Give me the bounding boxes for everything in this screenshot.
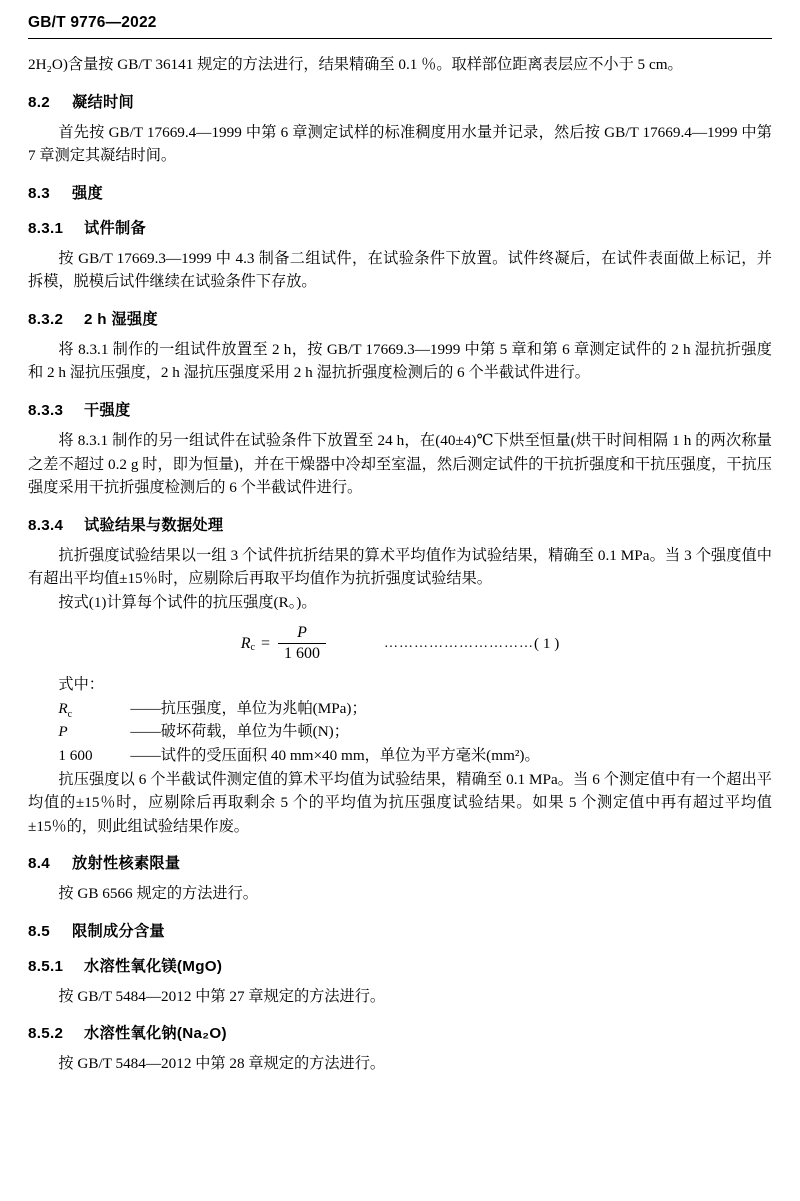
definition-text: ——试件的受压面积 40 mm×40 mm，单位为平方毫米(mm²)。 <box>130 747 540 764</box>
clause-number: 8.5.2 <box>28 1025 64 1043</box>
clause-heading-8-4 <box>28 852 772 873</box>
paragraph-8-3-4-1: 抗折强度试验结果以一组 3 个试件抗折结果的算术平均值作为试验结果，精确至 0.1 MPa。当 3 个强度值中有超出平均值±15％时，应剔除后再取平均值作为抗折强度试验结果。 <box>28 546 772 588</box>
paragraph-8-2-1: 首先按 GB/T 17669.4—1999 中第 6 章测定试样的标准稠度用水量并记录，然后按 GB/T 17669.4—1999 中第 7 章测定其凝结时间。 <box>28 123 772 165</box>
clause-number: 8.5 <box>28 922 51 940</box>
definition-symbol-text: 1 600 <box>58 747 93 764</box>
definition-text: ——破坏荷载，单位为牛顿(N)； <box>130 723 349 741</box>
clause-heading-8-2 <box>28 91 772 112</box>
paragraph-8-3-4-2: 按式(1)计算每个试件的抗压强度(R。)。 <box>58 593 317 611</box>
paragraph-8-3-1-1: 按 GB/T 17669.3—1999 中 4.3 制备二组试件，在试验条件下放置。试件终凝后，在试件表面做上标记，并拆模，脱模后试件继续在试验条件下存放。 <box>28 249 772 291</box>
formula-expression <box>241 624 328 663</box>
clause-title: 2 h 湿强度 <box>84 310 158 328</box>
clause-heading-8-3 <box>28 182 772 203</box>
formula-fraction <box>278 624 326 663</box>
header-divider <box>28 38 772 39</box>
definition-text: ——抗压强度，单位为兆帕(MPa)； <box>130 699 367 717</box>
clause-title: 试件制备 <box>84 219 146 237</box>
formula-leader-dots: ………………………… <box>383 635 534 651</box>
paragraph-8-3-2-1: 将 8.3.1 制作的一组试件放置至 2 h，按 GB/T 17669.3—1999 中第 5 章和第 6 章测定试件的 2 h 湿抗折强度和 2 h 湿抗压强度，2 h 湿抗压强度采用 2 h 湿抗折强度检测后的 6 个半截试件进行。 <box>28 340 772 382</box>
clause-heading-8-3-4 <box>28 514 772 535</box>
definition-symbol <box>58 697 130 721</box>
clause-heading-8-3-1 <box>28 217 772 238</box>
definition-symbol-subscript: c <box>67 708 73 720</box>
definition-symbol-text: P <box>58 723 68 741</box>
clause-number: 8.3 <box>28 184 51 202</box>
clause-heading-8-3-3 <box>28 399 772 420</box>
definition-row <box>58 720 772 744</box>
clause-number: 8.3.2 <box>28 310 64 328</box>
definition-symbol-text: R <box>58 699 68 717</box>
definition-row <box>58 744 772 768</box>
clause-heading-8-5 <box>28 920 772 941</box>
formula-denominator: 1 600 <box>283 645 320 663</box>
clause-number: 8.3.4 <box>28 516 64 534</box>
formula-equals: = <box>260 634 270 652</box>
paragraph-8-5-1-1: 按 GB/T 5484—2012 中第 27 章规定的方法进行。 <box>58 987 386 1005</box>
clause-number: 8.3.1 <box>28 219 64 237</box>
clause-title: 水溶性氧化钠(Na₂O) <box>84 1025 227 1043</box>
paragraph-8-4-1: 按 GB 6566 规定的方法进行。 <box>58 885 258 903</box>
definition-symbol <box>58 744 130 768</box>
definition-symbol <box>58 720 130 744</box>
where-label: 式中： <box>58 676 104 694</box>
paragraph-8-3-4-3: 抗压强度以 6 个半截试件测定值的算术平均值为试验结果，精确至 0.1 MPa。当 6 个测定值中有一个超出平均值的±15％时，应剔除后再取剩余 5 个的平均值为抗压强度试验结果。如果 5 个测定值中再有超过平均值±15％的，则此组试验结果作废。 <box>28 770 772 835</box>
clause-number: 8.2 <box>28 93 51 111</box>
formula-number: ( 1 ) <box>533 634 560 652</box>
formula-block-1 <box>28 624 772 663</box>
clause-title: 干强度 <box>84 401 131 419</box>
clause-title: 放射性核素限量 <box>72 855 181 873</box>
clause-title: 限制成分含量 <box>72 922 165 940</box>
clause-title: 水溶性氧化镁(MgO) <box>84 957 223 975</box>
clause-number: 8.3.3 <box>28 401 64 419</box>
paragraph-8-3-3-1: 将 8.3.1 制作的另一组试件在试验条件下放置至 24 h，在(40±4)℃下烘至恒量(烘干时间相隔 1 h 的两次称量之差不超过 0.2 g 时，即为恒量)，并在干燥器中冷却至室温，然后测定试件的干抗折强度和干抗压强度，干抗压强度采用干抗折强度检测后的 6 个半截试件进行。 <box>28 431 772 497</box>
clause-number: 8.4 <box>28 855 51 873</box>
page-header-standard-number: GB/T 9776—2022 <box>28 14 157 31</box>
clause-title: 强度 <box>72 184 103 202</box>
formula-lhs-subscript: c <box>250 642 255 654</box>
definition-row <box>58 697 772 721</box>
clause-heading-8-5-1 <box>28 955 772 976</box>
clause-heading-8-3-2 <box>28 308 772 329</box>
clause-number: 8.5.1 <box>28 957 64 975</box>
symbol-definition-list <box>28 697 772 768</box>
formula-lhs: R <box>240 634 251 652</box>
clause-heading-8-5-2 <box>28 1022 772 1043</box>
paragraph-top: 2H₂O)含量按 GB/T 36141 规定的方法进行，结果精确至 0.1 ％。取样部位距离表层应不小于 5 cm。 <box>28 56 683 73</box>
clause-title: 凝结时间 <box>72 93 134 111</box>
formula-numerator: P <box>297 624 307 642</box>
clause-title: 试验结果与数据处理 <box>84 516 224 534</box>
paragraph-8-5-2-1: 按 GB/T 5484—2012 中第 28 章规定的方法进行。 <box>58 1055 386 1073</box>
